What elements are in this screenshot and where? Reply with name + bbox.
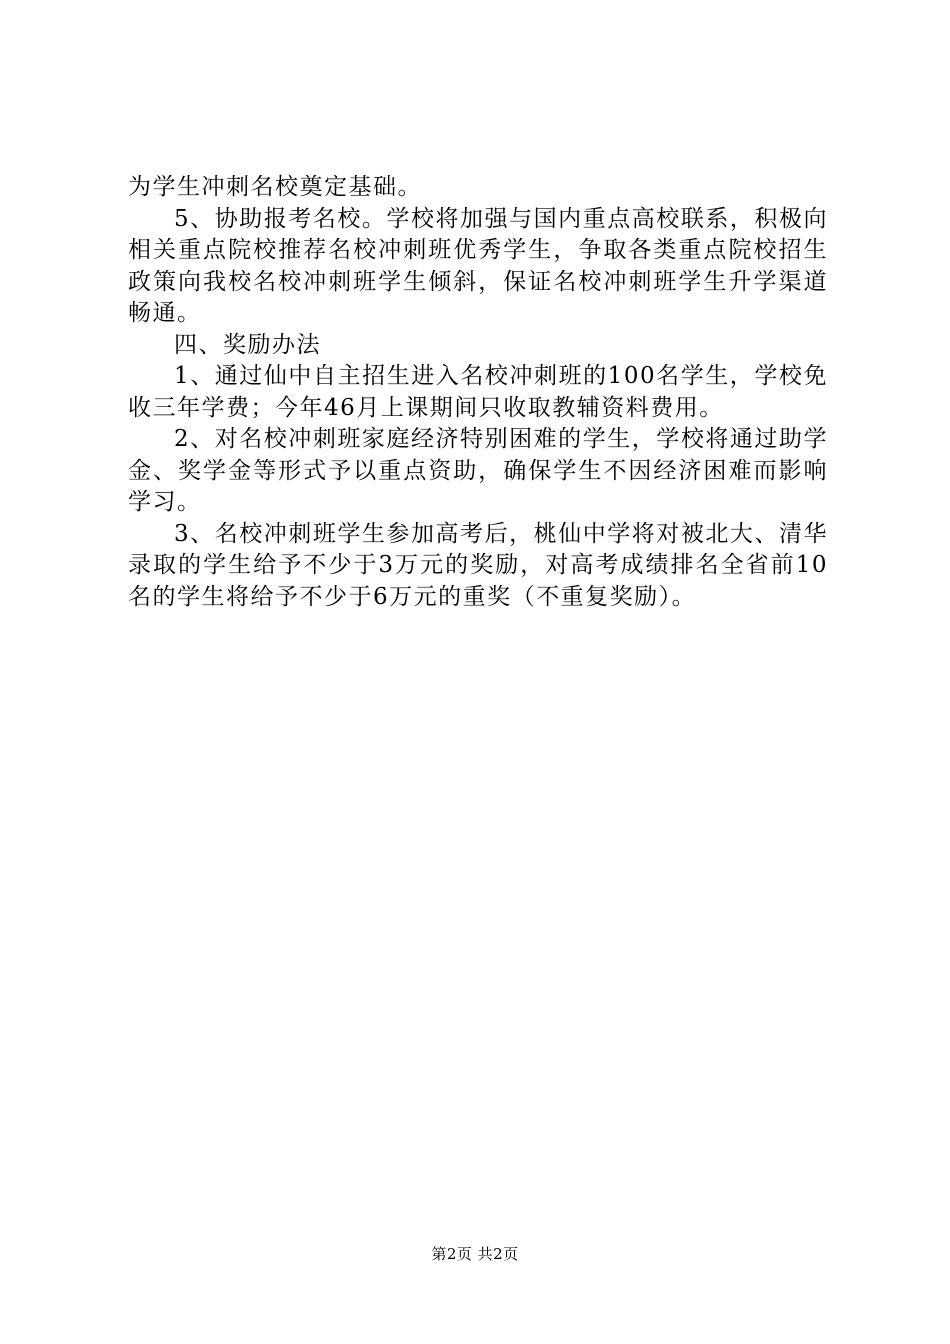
page-footer <box>0 1243 950 1264</box>
section-heading-rewards: 四、奖励办法 <box>174 331 321 358</box>
paragraph-item-5: 5、协助报考名校。学校将加强与国内重点高校联系，积极向相关重点院校推荐名校冲刺班优秀学生，争取各类重点院校招生政策向我校名校冲刺班学生倾斜，保证名校冲刺班学生升学渠道畅通。 <box>128 205 828 326</box>
document-body <box>128 172 828 613</box>
paragraph-reward-1: 1、通过仙中自主招生进入名校冲刺班的100名学生，学校免收三年学费；今年46月上课期间只收取教辅资料费用。 <box>128 363 828 421</box>
paragraph-reward-3: 3、名校冲刺班学生参加高考后，桃仙中学将对被北大、清华录取的学生给予不少于3万元的奖励，对高考成绩排名全省前10名的学生将给予不少于6万元的重奖（不重复奖励）。 <box>128 520 828 610</box>
page-number-label: 第2页 共2页 <box>431 1245 519 1263</box>
paragraph-continuation: 为学生冲刺名校奠定基础。 <box>128 174 422 200</box>
paragraph-reward-2: 2、对名校冲刺班家庭经济特别困难的学生，学校将通过助学金、奖学金等形式予以重点资助，确保学生不因经济困难而影响学习。 <box>128 426 828 515</box>
